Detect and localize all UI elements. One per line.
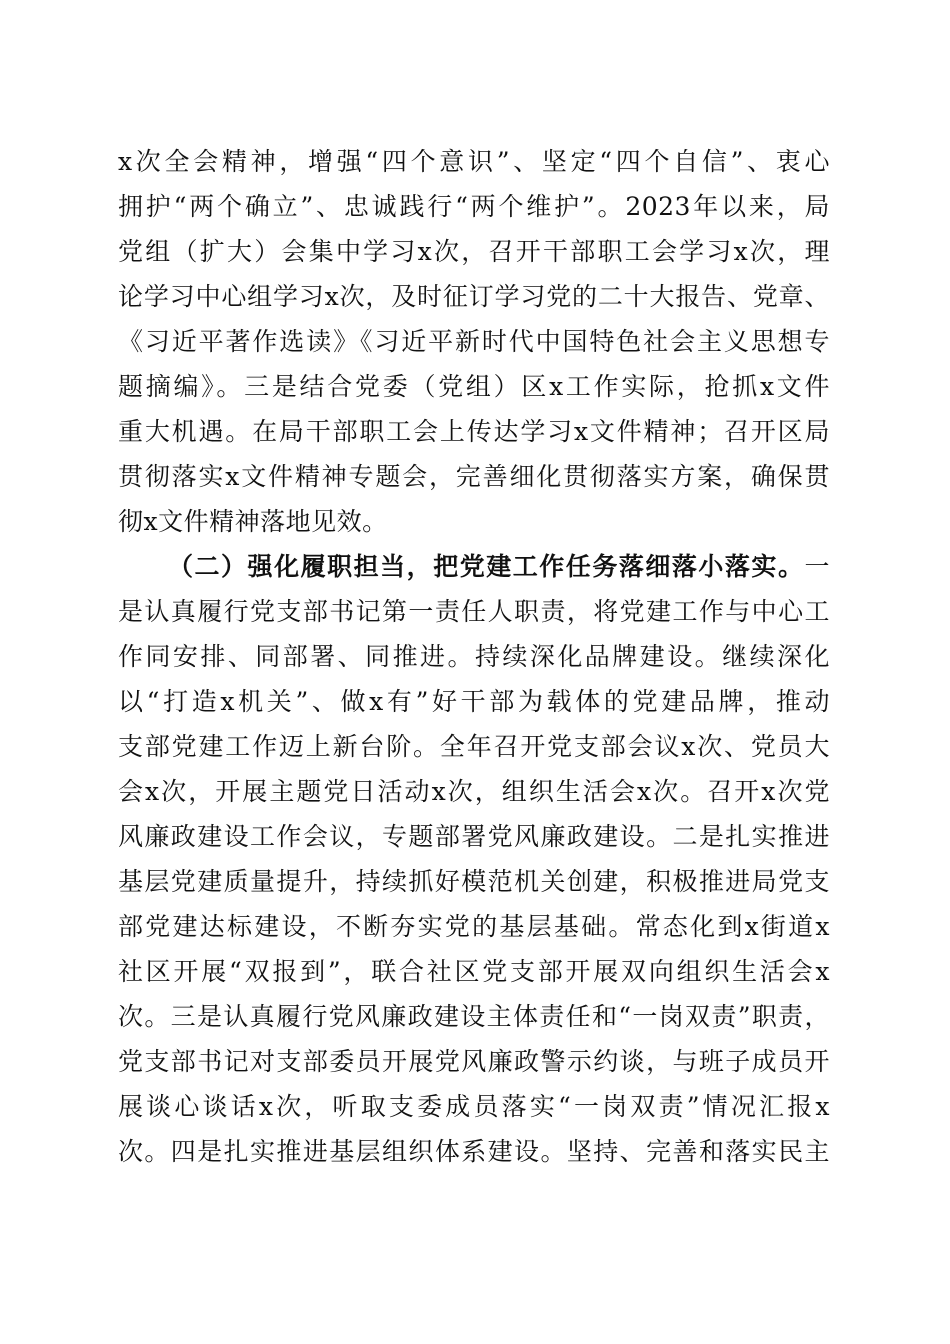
paragraph-2-first-line — [168, 547, 830, 587]
paragraph-2-line-7: 风廉政建设工作会议，专题部署党风廉政建设。二是扎实推进 — [118, 822, 830, 851]
paragraph-2-line-9: 部党建达标建设，不断夯实党的基层基础。常态化到x街道x — [118, 912, 830, 941]
paragraph-1-line-1: x次全会精神，增强“四个意识”、坚定“四个自信”、衷心 — [118, 147, 830, 176]
paragraph-2-line-13: 展谈心谈话x次，听取支委成员落实“一岗双责”情况汇报x — [118, 1092, 830, 1121]
paragraph-2-line-12: 党支部书记对支部委员开展党风廉政警示约谈，与班子成员开 — [118, 1047, 830, 1076]
paragraph-2-line-2: 是认真履行党支部书记第一责任人职责，将党建工作与中心工 — [118, 597, 830, 626]
paragraph-1-line-7: 重大机遇。在局干部职工会上传达学习x文件精神；召开区局 — [118, 417, 830, 446]
paragraph-1-line-4: 论学习中心组学习x次，及时征订学习党的二十大报告、党章、 — [118, 282, 830, 311]
paragraph-1-line-6: 题摘编》。三是结合党委（党组）区x工作实际，抢抓x文件 — [118, 372, 830, 401]
paragraph-1-line-3: 党组（扩大）会集中学习x次，召开干部职工会学习x次，理 — [118, 237, 830, 266]
paragraph-1-line-9: 彻x文件精神落地见效。 — [118, 507, 388, 536]
paragraph-1-line-5: 《习近平著作选读》《习近平新时代中国特色社会主义思想专 — [118, 327, 830, 356]
paragraph-2-line-4: 以“打造x机关”、做x有”好干部为载体的党建品牌，推动 — [118, 687, 830, 716]
paragraph-2-line-10: 社区开展“双报到”，联合社区党支部开展双向组织生活会x — [118, 957, 830, 986]
paragraph-2-line-6: 会x次，开展主题党日活动x次，组织生活会x次。召开x次党 — [118, 777, 830, 806]
paragraph-2-line-8: 基层党建质量提升，持续抓好模范机关创建，积极推进局党支 — [118, 867, 830, 896]
paragraph-2-first-line-tail: 一 — [804, 552, 830, 581]
paragraph-2-line-11: 次。三是认真履行党风廉政建设主体责任和“一岗双责”职责， — [118, 1002, 830, 1031]
section-heading: （二）强化履职担当，把党建工作任务落细落小落实。 — [168, 552, 805, 581]
paragraph-1-line-8: 贯彻落实x文件精神专题会，完善细化贯彻落实方案，确保贯 — [118, 462, 830, 491]
paragraph-2-line-5: 支部党建工作迈上新台阶。全年召开党支部会议x次、党员大 — [118, 732, 830, 761]
paragraph-1-line-2: 拥护“两个确立”、忠诚践行“两个维护”。2023年以来，局 — [118, 192, 830, 221]
paragraph-2-line-14: 次。四是扎实推进基层组织体系建设。坚持、完善和落实民主 — [118, 1137, 830, 1166]
paragraph-2-line-3: 作同安排、同部署、同推进。持续深化品牌建设。继续深化 — [118, 642, 830, 671]
